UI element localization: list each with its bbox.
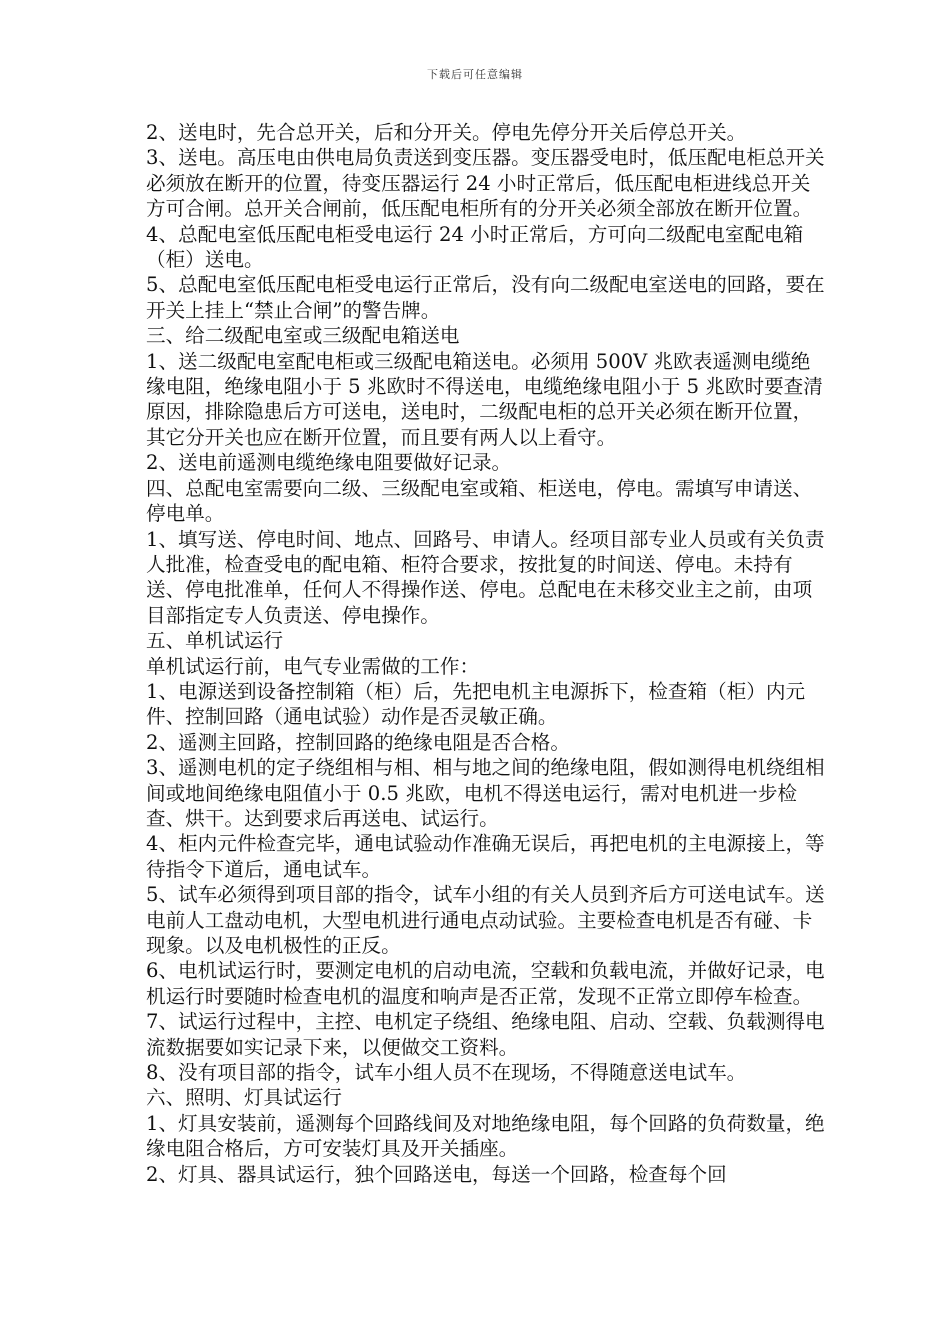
paragraph: 3、送电。高压电由供电局负责送到变压器。变压器受电时，低压配电柜总开关必须放在断开的位置，待变压器运行 24 小时正常后，低压配电柜进线总开关方可合闸。总开关合闸前，低压配电柜所有的分开关必须全部放在断开位置。 — [146, 146, 825, 221]
paragraph: 2、送电前遥测电缆绝缘电阻要做好记录。 — [146, 451, 512, 475]
paragraph: 2、灯具、器具试运行，独个回路送电，每送一个回路，检查每个回 — [146, 1162, 727, 1186]
paragraph: 1、电源送到设备控制箱（柜）后，先把电机主电源拆下，检查箱（柜）内元件、控制回路（通电试验）动作是否灵敏正确。 — [146, 679, 806, 729]
section-heading: 五、单机试运行 — [146, 629, 284, 653]
section-heading: 四、总配电室需要向二级、三级配电室或箱、柜送电，停电。需填写申请送、停电单。 — [146, 476, 813, 526]
paragraph: 1、灯具安装前，遥测每个回路线间及对地绝缘电阻，每个回路的负荷数量，绝缘电阻合格后，方可安装灯具及开关插座。 — [146, 1111, 825, 1161]
paragraph: 单机试运行前，电气专业需做的工作： — [146, 654, 480, 678]
paragraph: 1、送二级配电室配电柜或三级配电箱送电。必须用 500V 兆欧表遥测电缆绝缘电阻，绝缘电阻小于 5 兆欧时不得送电，电缆绝缘电阻小于 5 兆欧时要查清原因，排除隐患后方可送电，送电时，二级配电柜的总开关必须在断开位置，其它分开关也应在断开位置，而且要有两人以上看守。 — [146, 349, 823, 449]
paragraph: 1、填写送、停电时间、地点、回路号、申请人。经项目部专业人员或有关负责人批准，检查受电的配电箱、柜符合要求，按批复的时间送、停电。未持有送、停电批准单，任何人不得操作送、停电。总配电在未移交业主之前，由项目部指定专人负责送、停电操作。 — [146, 527, 825, 627]
paragraph: 5、试车必须得到项目部的指令，试车小组的有关人员到齐后方可送电试车。送电前人工盘动电机，大型电机进行通电点动试验。主要检查电机是否有碰、卡现象。以及电机极性的正反。 — [146, 883, 825, 957]
paragraph: 3、遥测电机的定子绕组相与相、相与地之间的绝缘电阻，假如测得电机绕组相间或地间绝缘电阻值小于 0.5 兆欧，电机不得送电运行，需对电机进一步检查、烘干。达到要求后再送电、试运行。 — [146, 756, 825, 830]
section-heading: 三、给二级配电室或三级配电箱送电 — [146, 324, 460, 348]
paragraph: 5、总配电室低压配电柜受电运行正常后，没有向二级配电室送电的回路，要在开关上挂上“禁止合闸”的警告牌。 — [146, 273, 825, 322]
paragraph: 6、电机试运行时，要测定电机的启动电流，空载和负载电流，并做好记录，电机运行时要随时检查电机的温度和响声是否正常，发现不正常立即停车检查。 — [146, 959, 825, 1008]
paragraph: 8、没有项目部的指令，试车小组人员不在现场，不得随意送电试车。 — [146, 1061, 747, 1085]
page-header: 下载后可任意编辑 — [427, 68, 523, 81]
document-body — [146, 120, 826, 1187]
paragraph: 4、总配电室低压配电柜受电运行 24 小时正常后，方可向二级配电室配电箱（柜）送电。 — [146, 222, 804, 272]
section-heading: 六、照明、灯具试运行 — [146, 1086, 342, 1110]
paragraph: 2、送电时，先合总开关，后和分开关。停电先停分开关后停总开关。 — [146, 121, 747, 144]
paragraph: 2、遥测主回路，控制回路的绝缘电阻是否合格。 — [146, 730, 570, 754]
paragraph: 7、试运行过程中，主控、电机定子绕组、绝缘电阻、启动、空载、负载测得电流数据要如实记录下来，以便做交工资料。 — [146, 1010, 825, 1059]
paragraph: 4、柜内元件检查完毕，通电试验动作准确无误后，再把电机的主电源接上，等待指令下道后，通电试车。 — [146, 832, 825, 881]
